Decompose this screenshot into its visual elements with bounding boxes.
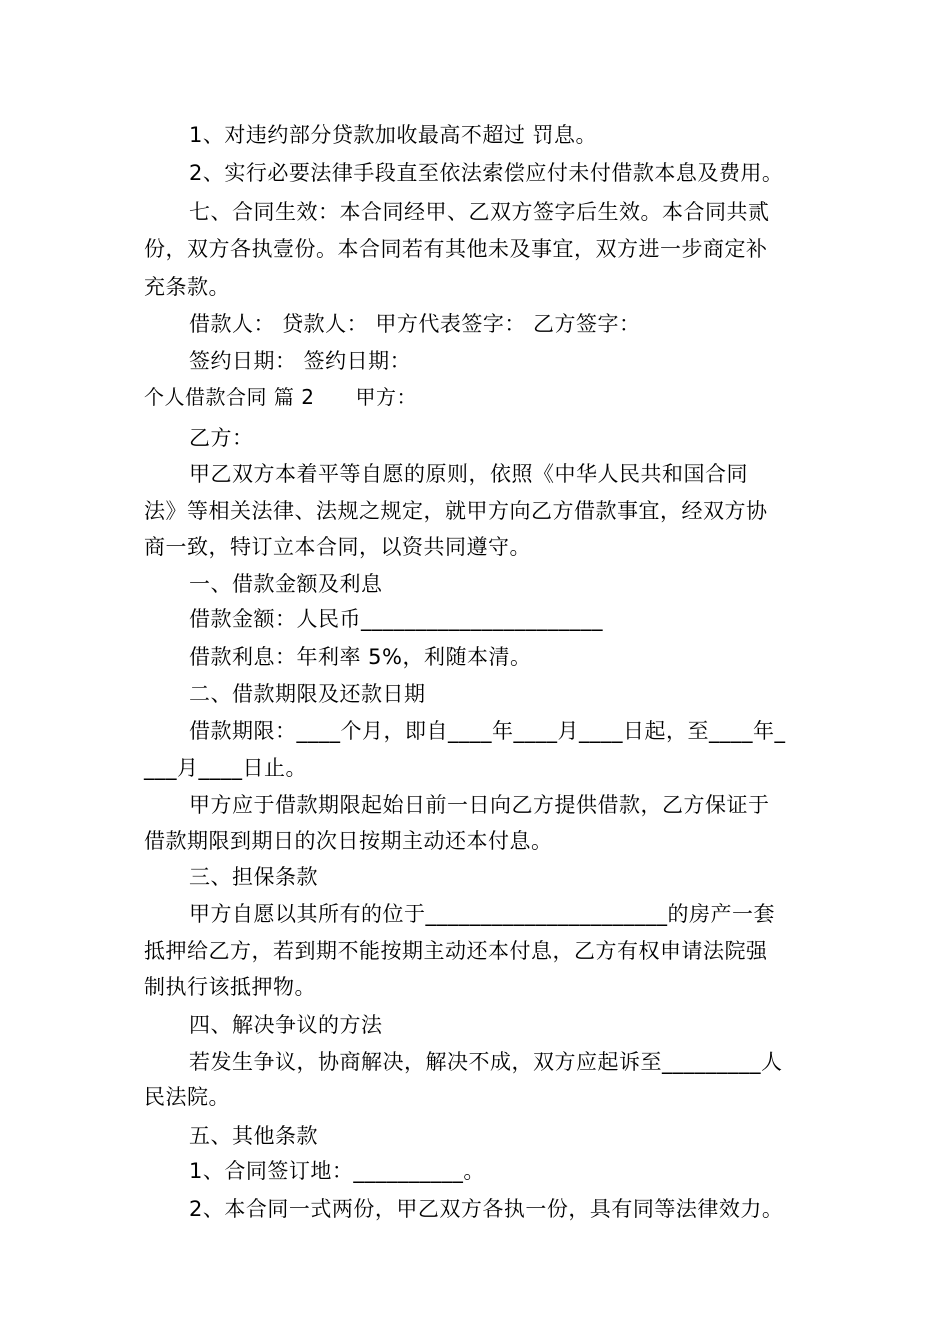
guarantee-line-3: 制执行该抵押物。 — [144, 975, 316, 999]
copies-line: 2、本合同一式两份，甲乙双方各执一份，具有同等法律效力。 — [189, 1197, 784, 1221]
section-seven-line-3: 充条款。 — [144, 275, 230, 299]
section-seven-heading-line: 七、合同生效：本合同经甲、乙双方签字后生效。本合同共贰 — [189, 200, 770, 224]
section-seven-line-2: 份，双方各执壹份。本合同若有其他未及事宜，双方进一步商定补 — [144, 237, 768, 261]
preamble-line-3: 商一致，特订立本合同，以资共同遵守。 — [144, 535, 531, 559]
dispute-line-1: 若发生争议，协商解决，解决不成，双方应起诉至_________人 — [189, 1050, 783, 1074]
signing-place-line: 1、合同签订地：__________。 — [189, 1159, 485, 1183]
section-two-heading: 二、借款期限及还款日期 — [189, 682, 426, 706]
section-four-heading: 四、解决争议的方法 — [189, 1013, 383, 1037]
party-b-label: 乙方： — [189, 426, 254, 450]
section-three-heading: 三、担保条款 — [189, 865, 318, 889]
dispute-line-2: 民法院。 — [144, 1085, 230, 1109]
preamble-line-2: 法》等相关法律、法规之规定，就甲方向乙方借款事宜，经双方协 — [144, 499, 768, 523]
repayment-line-2: 借款期限到期日的次日按期主动还本付息。 — [144, 829, 553, 853]
preamble-line-1: 甲乙双方本着平等自愿的原则，依照《中华人民共和国合同 — [189, 462, 748, 486]
loan-amount-line: 借款金额：人民币______________________ — [189, 607, 603, 631]
signing-date-row: 签约日期： 签约日期： — [189, 349, 412, 373]
loan-interest-line: 借款利息：年利率 5%，利随本清。 — [189, 645, 532, 669]
contract-2-title: 个人借款合同 篇 2 甲方： — [144, 385, 417, 409]
clause-penalty-interest: 1、对违约部分贷款加收最高不超过 罚息。 — [189, 123, 598, 147]
guarantee-line-1: 甲方自愿以其所有的位于______________________的房产一套 — [189, 902, 775, 926]
clause-legal-recovery: 2、实行必要法律手段直至依法索偿应付未付借款本息及费用。 — [189, 161, 784, 185]
section-five-heading: 五、其他条款 — [189, 1124, 318, 1148]
guarantee-line-2: 抵押给乙方，若到期不能按期主动还本付息，乙方有权申请法院强 — [144, 939, 768, 963]
loan-term-line-2: ___月____日止。 — [144, 756, 307, 780]
section-one-heading: 一、借款金额及利息 — [189, 572, 383, 596]
repayment-line-1: 甲方应于借款期限起始日前一日向乙方提供借款，乙方保证于 — [189, 793, 770, 817]
loan-term-line-1: 借款期限：____个月，即自____年____月____日起，至____年_ — [189, 719, 786, 743]
signature-row: 借款人： 贷款人： 甲方代表签字： 乙方签字： — [189, 312, 641, 336]
